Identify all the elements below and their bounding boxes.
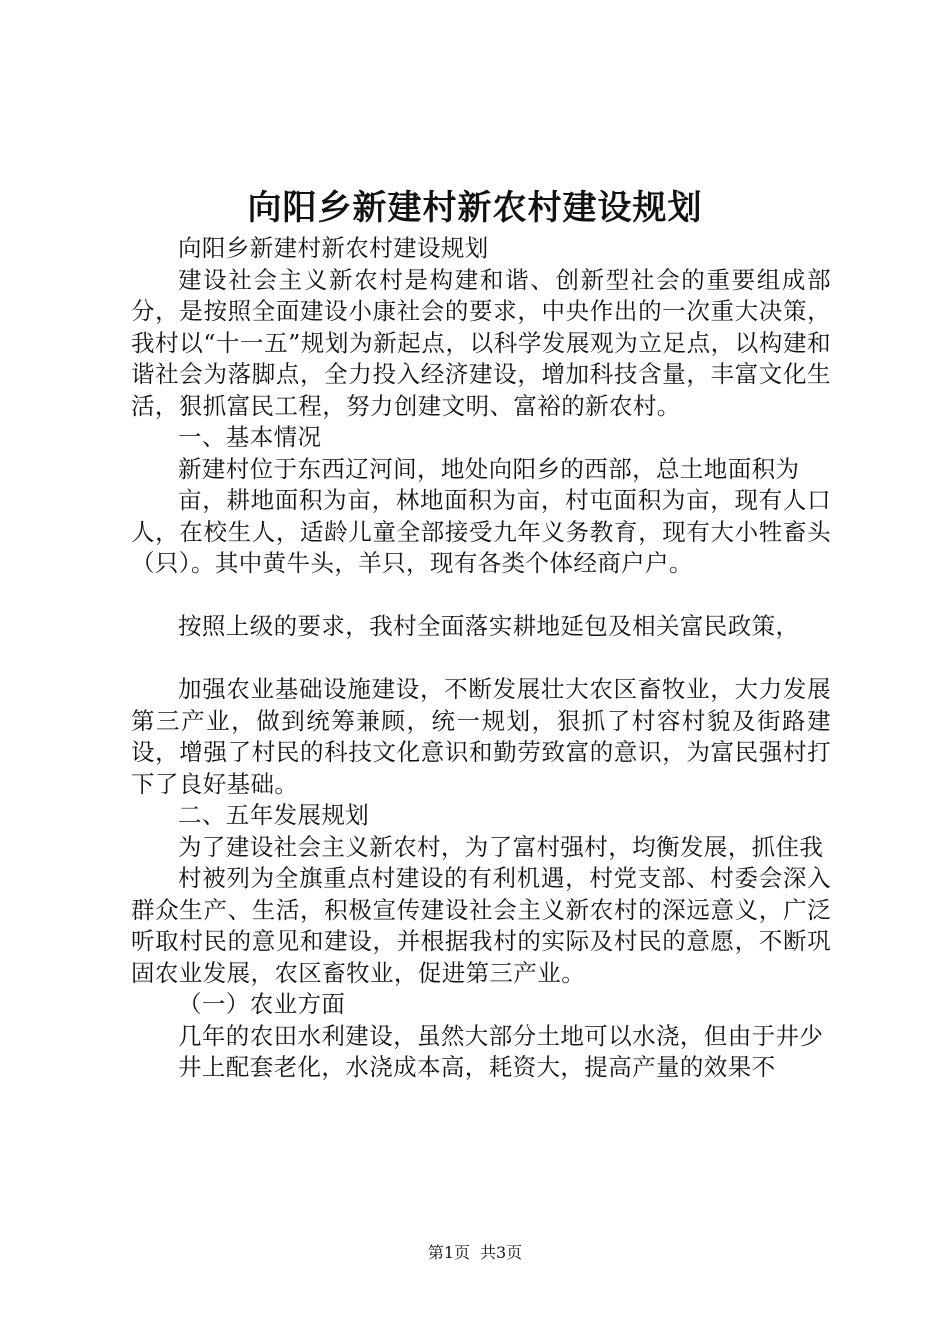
page-footer <box>0 1243 950 1263</box>
blank-line <box>131 643 831 675</box>
blank-line <box>131 580 831 612</box>
paragraph-wells: 井上配套老化，水浇成本高，耗资大，提高产量的效果不 <box>178 1053 776 1081</box>
paragraph-location: 新建村位于东西辽河间，地处向阳乡的西部，总土地面积为 <box>178 454 800 483</box>
subsection-heading-agriculture: （一）农业方面 <box>178 990 346 1018</box>
paragraph-plan-detail: 村被列为全旗重点村建设的有利机遇，村党支部、村委会深入群众生产、生活，积极宣传建设社会主义新农村的深远意义，广泛听取村民的意见和建设，并根据我村的实际及村民的意愿，不断巩固农业发展，农区畜牧业，促进第三产业。 <box>131 864 831 987</box>
paragraph-policy: 按照上级的要求，我村全面落实耕地延包及相关富民政策， <box>178 612 800 640</box>
page-number: 第1页 <box>427 1243 470 1262</box>
paragraph-subtitle: 向阳乡新建村新农村建设规划 <box>178 234 489 262</box>
paragraph-land-population: 亩，耕地面积为亩，林地面积为亩，村屯面积为亩，现有人口人，在校生人，适龄儿童全部接受九年义务教育，现有大小牲畜头（只）。其中黄牛头，羊只，现有各类个体经商户户。 <box>131 486 831 577</box>
paragraph-intro: 建设社会主义新农村是构建和谐、创新型社会的重要组成部分，是按照全面建设小康社会的要求，中央作出的一次重大决策，我村以“十一五”规划为新起点，以科学发展观为立足点，以构建和谐社会为落脚点，全力投入经济建设，增加科技含量，丰富文化生活，狠抓富民工程，努力创建文明、富裕的新农村。 <box>131 265 831 420</box>
section-heading-five-year-plan: 二、五年发展规划 <box>178 801 370 829</box>
section-heading-basic-situation: 一、基本情况 <box>178 423 322 451</box>
paragraph-plan-goal: 为了建设社会主义新农村，为了富村强村，均衡发展，抓住我 <box>178 832 824 861</box>
paragraph-infrastructure: 加强农业基础设施建设，不断发展壮大农区畜牧业，大力发展第三产业，做到统筹兼顾，统一规划，狠抓了村容村貌及街路建设，增强了村民的科技文化意识和勤劳致富的意识，为富民强村打下了良好基础。 <box>131 675 831 798</box>
document-body <box>131 233 831 1084</box>
page-total: 共3页 <box>480 1243 523 1262</box>
paragraph-irrigation: 几年的农田水利建设，虽然大部分土地可以水浇，但由于井少 <box>178 1021 824 1050</box>
document-title: 向阳乡新建村新农村建设规划 <box>247 188 703 228</box>
